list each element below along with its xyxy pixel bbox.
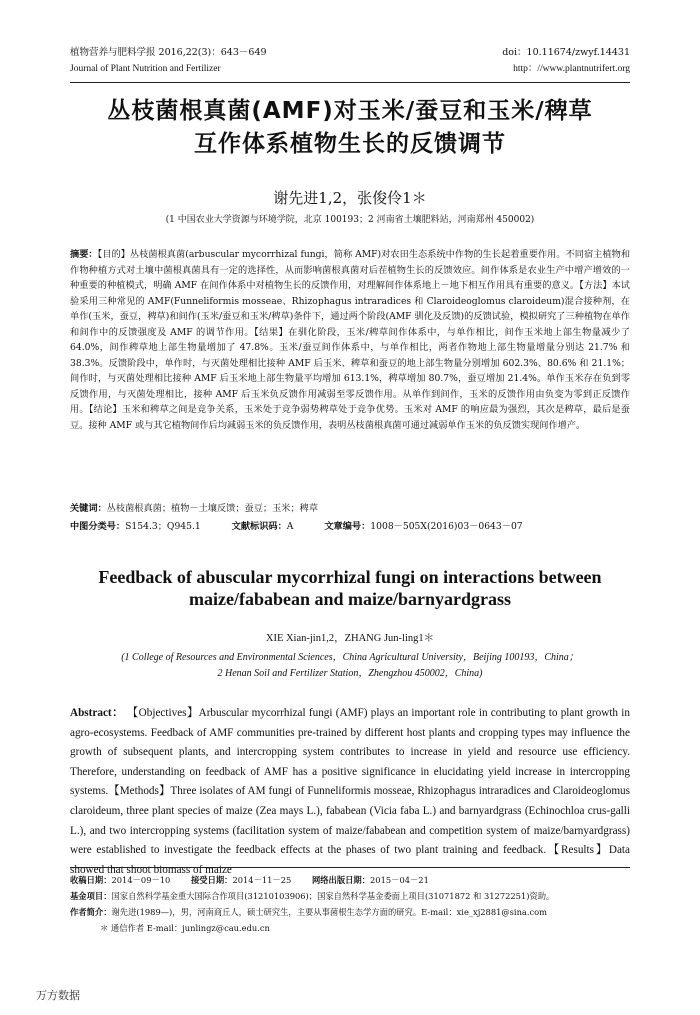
footnote-rule	[70, 867, 630, 868]
en-title-line1: Feedback of abuscular mycorrhizal fungi on interactions between	[98, 567, 602, 587]
doc-code-label: 文献标识码：	[231, 521, 287, 532]
footnotes	[70, 872, 630, 936]
en-title	[60, 566, 640, 610]
footnote-corresponding: ＊ 通信作者 E-mail：junlingz@cau.edu.cn	[100, 923, 270, 933]
author-text: 谢先进(1989—)，男，河南商丘人，硕士研究生，主要从事菌根生态学方面的研究。E-mail：xie_xj2881@sina.com	[111, 907, 548, 917]
cn-classification	[70, 518, 630, 532]
footnote-fund	[70, 888, 630, 904]
cn-keywords-label: 关键词：	[70, 503, 107, 514]
online-label: 网络出版日期：	[311, 875, 371, 885]
en-abstract-text: 【Objectives】Arbuscular mycorrhizal fungi (AMF) plays an important role in contributing to plant growth in agro-ecosystems. Feedback of AMF communities pre-trained by different host plants and cropping types may influence the growth of subsequent plants, and intercropping system contributes to increase in yield and resource use efficiency. Therefore, understanding on feedback of AMF has a positive significance in elucidating yield increase in intercropping systems.【Methods】Three isolates of AM fungi of Funneliformis mosseae, Rhizophagus intraradices and Claroideoglomus claroideum, three plant species of maize (Zea mays L.), fababean (Vicia faba L.) and barnyardgrass (Echinochloa crus-galli L.), and two intercropping systems (facilitation system of maize/fababean and competition system of maize/barnyardgrass) were established to investigate the feedback effects at the phases of two plant training and feedback.【Results】Data showed that shoot biomass of maize	[70, 707, 630, 876]
en-affiliation-line1: (1 College of Resources and Environmental Sciences，China Agricultural University，Beijing 100193，China；	[121, 652, 579, 663]
cn-abstract	[70, 247, 630, 434]
cn-title	[60, 95, 640, 161]
footnote-author	[70, 904, 630, 920]
clc-label: 中图分类号：	[70, 521, 126, 532]
cn-title-line2: 互作体系植物生长的反馈调节	[194, 131, 506, 157]
article-no-value: 1008－505X(2016)03－0643－07	[370, 521, 523, 532]
accepted-date: 2014－11－25	[232, 875, 292, 885]
cn-keywords	[70, 500, 630, 514]
cn-abstract-text: 【目的】丛枝菌根真菌(arbuscular mycorrhizal fungi，简称 AMF)对农田生态系统中作物的生长起着重要作用。不同宿主植物和作物种植方式对土壤中菌根真菌具有一定的选择性，从而影响菌根真菌对后茬植物生长的反馈效应。间作体系是农业生产中增产增效的一种重要的种植模式，明确 AMF 在间作体系中对植物生长的反馈作用，对理解间作体系地上－地下相互作用具有重要的意义。【方法】本试验采用三种常见的 AMF(Funneliformis mosseae、Rhizophagus intraradices 和 Claroideoglomus claroideum)混合接种剂，在单作(玉米，蚕豆，稗草)和间作(玉米/蚕豆和玉米/稗草)条件下，通过两个阶段(AMF 驯化及反馈)的反馈试验，模拟研究了三种植物在单作和间作中的反馈强度及 AMF 的调节作用。【结果】在驯化阶段，玉米/稗草间作体系中，与单作相比，间作玉米地上部生物量减少了 64.0%，间作稗草地上部生物量增加了 47.8%。玉米/蚕豆间作体系中，与单作相比，两者作物地上部生物量增量分别达 21.7% 和 38.3%。反馈阶段中，单作时，与灭菌处理相比接种 AMF 后玉米、稗草和蚕豆的地上部生物量分别增加 602.3%、80.6% 和 21.1%；间作时，与灭菌处理相比接种 AMF 后玉米地上部生物量平均增加 613.1%，稗草增加 80.7%，蚕豆增加 21.4%。单作玉米存在负到零反馈作用，与灭菌处理相比，接种 AMF 后玉米负反馈作用减弱至零反馈作用。从单作到间作，玉米的反馈作用由负变为零到正反馈作用。【结论】玉米和稗草之间是竞争关系，玉米处于竞争弱势稗草处于竞争优势。玉米对 AMF 的响应最为强烈，其次是稗草，最后是蚕豆。接种 AMF 或与其它植物间作后均减弱玉米的负反馈作用，表明丛枝菌根真菌可通过减弱单作玉米的负反馈实现间作增产。	[70, 249, 631, 432]
watermark: 万方数据	[36, 989, 80, 1002]
en-affiliation-line2: 2 Henan Soil and Fertilizer Station，Zhengzhou 450002，China)	[217, 668, 483, 679]
en-affiliation	[70, 650, 630, 682]
en-authors: XIE Xian-jin1,2，ZHANG Jun-ling1＊	[265, 633, 435, 644]
clc-value: S154.3；Q945.1	[125, 521, 201, 532]
received-date: 2014－09－10	[111, 875, 171, 885]
footnote-dates	[70, 872, 630, 888]
cn-title-line1: 丛枝菌根真菌(AMF)对玉米/蚕豆和玉米/稗草	[107, 98, 593, 124]
article-no-label: 文章编号：	[324, 521, 371, 532]
online-date: 2015－04－21	[370, 875, 429, 885]
fund-label: 基金项目：	[70, 891, 112, 901]
fund-text: 国家自然科学基金重大国际合作项目(31210103906)；国家自然科学基金委面上项目(31071872 和 31272251)资助。	[111, 891, 555, 901]
journal-cn: 植物营养与肥料学报 2016,22(3)：643－649	[70, 47, 267, 58]
received-label: 收稿日期：	[70, 875, 112, 885]
journal-url[interactable]: http：//www.plantnutrifert.org	[513, 64, 630, 74]
en-title-line2: maize/fababean and maize/barnyardgrass	[189, 589, 511, 609]
accepted-label: 接受日期：	[190, 875, 233, 885]
cn-affiliation: (1 中国农业大学资源与环境学院，北京 100193；2 河南省土壤肥料站，河南郑州 450002)	[165, 215, 535, 225]
cn-authors: 谢先进1,2，张俊伶1＊	[273, 189, 427, 207]
doc-code-value: A	[286, 521, 294, 532]
cn-abstract-label: 摘要：	[70, 249, 98, 260]
header-rule	[70, 82, 630, 83]
author-label: 作者简介：	[70, 907, 112, 917]
doi: doi：10.11674/zwyf.14431	[502, 47, 630, 58]
en-abstract	[70, 704, 630, 880]
journal-en: Journal of Plant Nutrition and Fertilizer	[70, 64, 221, 74]
cn-keywords-text: 丛枝菌根真菌；植物－土壤反馈；蚕豆；玉米；稗草	[106, 503, 319, 514]
en-abstract-label: Abstract：	[70, 707, 124, 719]
